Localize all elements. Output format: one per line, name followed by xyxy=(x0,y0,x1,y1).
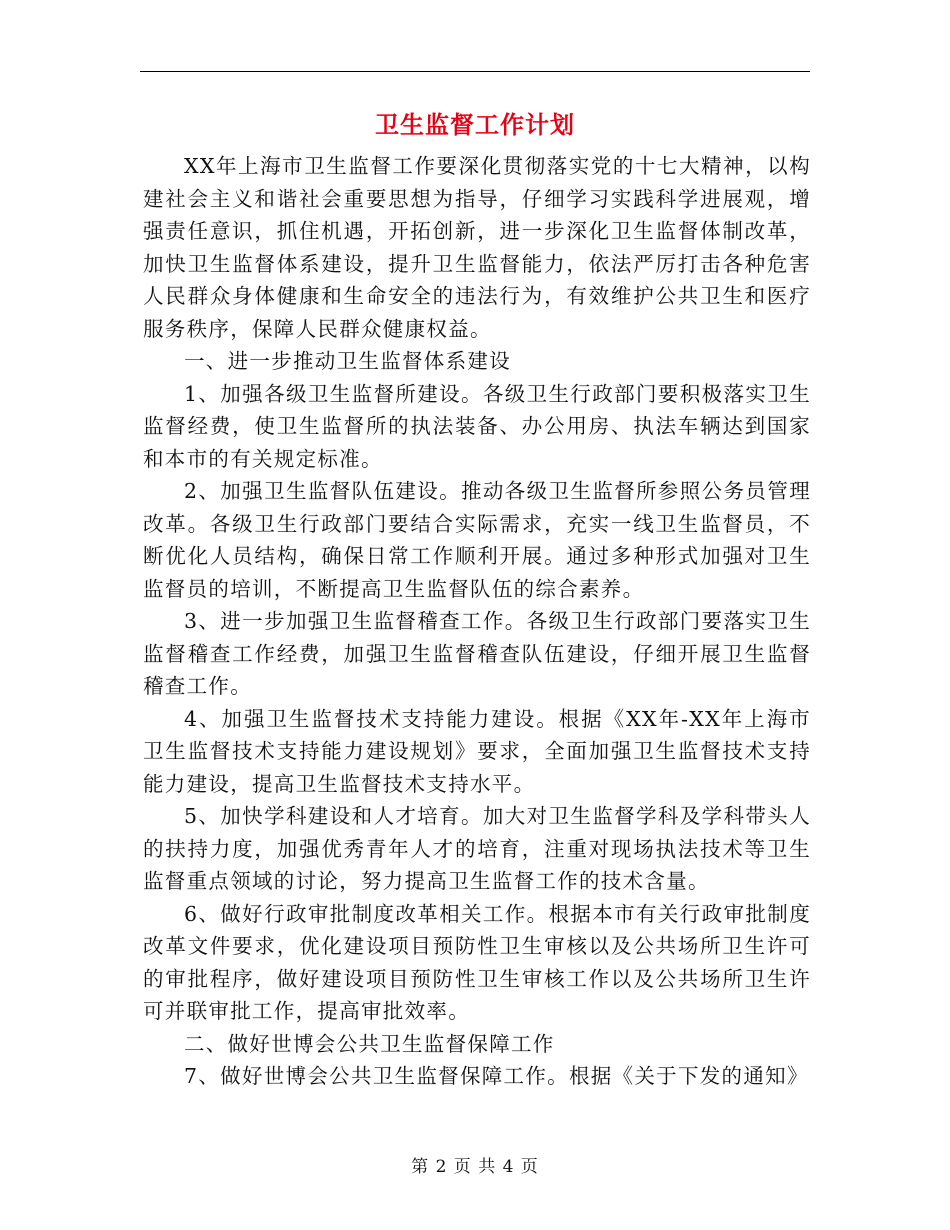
item-paragraph-4: 4、加强卫生监督技术支持能力建设。根据《XX年-XX年上海市卫生监督技术支持能力建设规划》要求，全面加强卫生监督技术支持能力建设，提高卫生监督技术支持水平。 xyxy=(143,706,811,796)
header-rule xyxy=(140,71,810,72)
item-paragraph-6: 6、做好行政审批制度改革相关工作。根据本市有关行政审批制度改革文件要求，优化建设项目预防性卫生审核以及公共场所卫生许可的审批程序，做好建设项目预防性卫生审核工作以及公共场所卫生许可并联审批工作，提高审批效率。 xyxy=(143,901,811,1023)
page-footer: 第 2 页 共 4 页 xyxy=(411,1157,539,1177)
item-paragraph-1: 1、加强各级卫生监督所建设。各级卫生行政部门要积极落实卫生监督经费，使卫生监督所的执法装备、办公用房、执法车辆达到国家和本市的有关规定标准。 xyxy=(143,381,811,471)
document-title: 卫生监督工作计划 xyxy=(375,110,575,139)
section-heading-2: 二、做好世博会公共卫生监督保障工作 xyxy=(184,1031,555,1056)
item-paragraph-7: 7、做好世博会公共卫生监督保障工作。根据《关于下发的通知》 xyxy=(184,1064,809,1088)
section-heading-1: 一、进一步推动卫生监督体系建设 xyxy=(184,349,511,373)
item-paragraph-2: 2、加强卫生监督队伍建设。推动各级卫生监督所参照公务员管理改革。各级卫生行政部门要结合实际需求，充实一线卫生监督员，不断优化人员结构，确保日常工作顺利开展。通过多种形式加强对卫生监督员的培训，不断提高卫生监督队伍的综合素养。 xyxy=(143,479,811,601)
item-paragraph-5: 5、加快学科建设和人才培育。加大对卫生监督学科及学科带头人的扶持力度，加强优秀青年人才的培育，注重对现场执法技术等卫生监督重点领域的讨论，努力提高卫生监督工作的技术含量。 xyxy=(143,804,811,893)
item-paragraph-3: 3、进一步加强卫生监督稽查工作。各级卫生行政部门要落实卫生监督稽查工作经费，加强卫生监督稽查队伍建设，仔细开展卫生监督稽查工作。 xyxy=(143,609,811,698)
document-body xyxy=(143,150,811,1093)
intro-paragraph: XX年上海市卫生监督工作要深化贯彻落实党的十七大精神，以构建社会主义和谐社会重要思想为指导，仔细学习实践科学进展观，增强责任意识，抓住机遇，开拓创新，进一步深化卫生监督体制改革，加快卫生监督体系建设，提升卫生监督能力，依法严厉打击各种危害人民群众身体健康和生命安全的违法行为，有效维护公共卫生和医疗服务秩序，保障人民群众健康权益。 xyxy=(143,154,811,341)
